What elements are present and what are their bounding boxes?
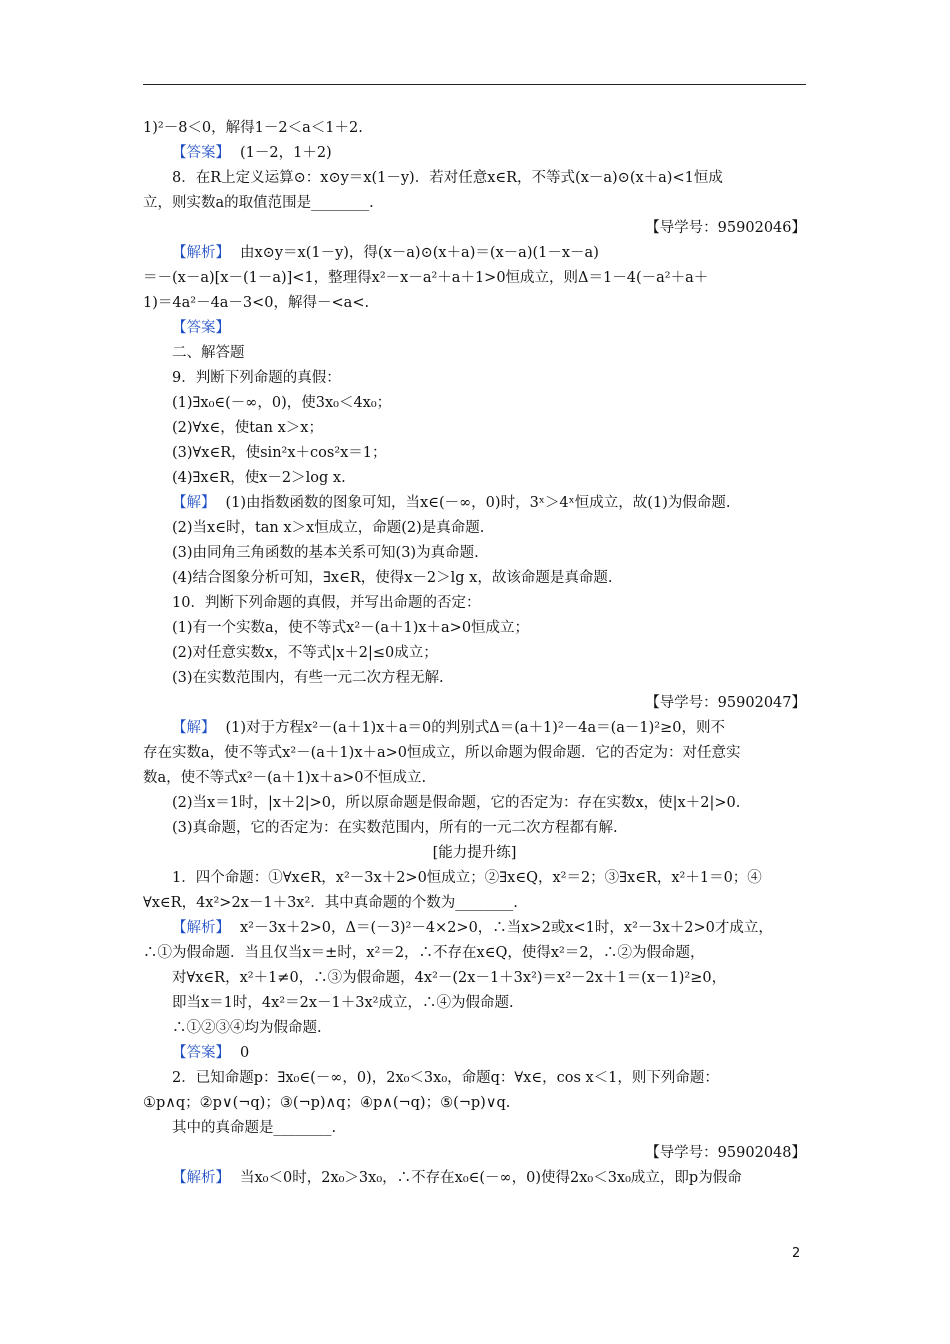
analysis-line [143,1166,806,1191]
solution-line [143,491,806,516]
solution-text: (1)对于方程x²－(a＋1)x＋a＝0的判别式Δ＝(a＋1)²－4a＝(a－1)²≥0，则不 [225,720,725,736]
question-line: 10．判断下列命题的真假，并写出命题的否定： [172,595,481,611]
solution-text: (1)由指数函数的图象可知，当x∈(－∞，0)时，3ˣ＞4ˣ恒成立，故(1)为假命题. [225,495,731,511]
analysis-line [143,241,806,266]
text-line: 1)²－8＜0，解得1－2＜a＜1＋2. [143,120,363,136]
text-line: (3)真命题，它的否定为：在实数范围内，所有的一元二次方程都有解. [172,820,618,836]
guide-number: 【导学号：95902047】 [645,695,806,711]
answer-tag: 【答案】 [172,145,230,161]
text-line: 立，则实数a的取值范围是________. [143,195,374,211]
text-line: ∀x∈R，4x²>2x－1＋3x²．其中真命题的个数为________. [143,895,518,911]
analysis-line [143,916,806,941]
analysis-text: 当x₀＜0时，2x₀＞3x₀，∴不存在x₀∈(－∞，0)使得2x₀＜3x₀成立，即p为假命 [240,1170,742,1186]
text-line: 对∀x∈R，x²＋1≠0，∴③为假命题，4x²－(2x－1＋3x²)＝x²－2x＋1＝(x－1)²≥0， [172,970,727,986]
text-line: (1)∃x₀∈(－∞，0)，使3x₀＜4x₀； [172,395,392,411]
text-line: ①p∧q；②p∨(¬q)；③(¬p)∧q；④p∧(¬q)；⑤(¬p)∨q. [143,1095,511,1111]
text-line: ∴①为假命题．当且仅当x＝±时，x²＝2，∴不存在x∈Q，使得x²＝2，∴②为假命题， [143,945,705,961]
answer-tag: 【答案】 [172,320,230,336]
document-body [143,116,806,1191]
question-line: 9．判断下列命题的真假： [172,370,341,386]
text-line: ＝－(x－a)[x－(1－a)]<1，整理得x²－x－a²＋a＋1>0恒成立，则Δ＝1－4(－a²＋a＋ [143,270,709,286]
analysis-text: 由x⊙y＝x(1－y)，得(x－a)⊙(x＋a)＝(x－a)(1－x－a) [240,245,599,261]
analysis-tag: 【解析】 [172,920,230,936]
solution-tag: 【解】 [172,495,216,511]
guide-number: 【导学号：95902048】 [645,1145,806,1161]
question-line: 2．已知命题p：∃x₀∈(－∞，0)，2x₀＜3x₀，命题q：∀x∈，cos x＜1，则下列命题： [172,1070,719,1086]
text-line: ∴①②③④均为假命题. [172,1020,322,1036]
header-rule [143,84,806,85]
question-line: 1．四个命题：①∀x∈R，x²－3x＋2>0恒成立；②∃x∈Q，x²＝2；③∃x∈R，x²＋1＝0；④ [172,870,762,886]
solution-line [143,716,806,741]
analysis-tag: 【解析】 [172,245,230,261]
solution-tag: 【解】 [172,720,216,736]
text-line: (2)当x∈时，tan x＞x恒成立，命题(2)是真命题. [172,520,485,536]
answer-line [143,1041,806,1066]
text-line: (3)在实数范围内，有些一元二次方程无解. [172,670,444,686]
text-line: 即当x＝1时，4x²＝2x－1＋3x²成立，∴④为假命题. [172,995,514,1011]
text-line: (1)有一个实数a，使不等式x²－(a＋1)x＋a>0恒成立； [172,620,530,636]
analysis-tag: 【解析】 [172,1170,230,1186]
answer-line [143,316,806,341]
text-line: (4)∃x∈R，使x－2＞log x. [172,470,346,486]
guide-number: 【导学号：95902046】 [645,220,806,236]
text-line: 1)＝4a²－4a－3<0，解得－<a<. [143,295,370,311]
answer-tag: 【答案】 [172,1045,230,1061]
text-line: (3)由同角三角函数的基本关系可知(3)为真命题. [172,545,479,561]
page-number: 2 [792,1246,801,1261]
text-line: 数a，使不等式x²－(a＋1)x＋a>0不恒成立. [143,770,427,786]
text-line: 存在实数a，使不等式x²－(a＋1)x＋a>0恒成立，所以命题为假命题．它的否定为：对任意实 [143,745,741,761]
text-line: (2)当x＝1时，|x＋2|>0，所以原命题是假命题，它的否定为：存在实数x，使|x＋2|>0. [172,795,741,811]
text-line: (3)∀x∈R，使sin²x＋cos²x＝1； [172,445,387,461]
answer-line [143,141,806,166]
section-heading: [能力提升练] [432,845,517,861]
answer-text: (1－2，1＋2) [240,145,332,161]
question-line: 8．在R上定义运算⊙：x⊙y＝x(1－y)．若对任意x∈R，不等式(x－a)⊙(x＋a)<1恒成 [172,170,723,186]
text-line: (2)对任意实数x，不等式|x＋2|≤0成立； [172,645,438,661]
answer-text: 0 [240,1045,250,1061]
text-line: (2)∀x∈，使tan x＞x； [172,420,323,436]
section-heading: 二、解答题 [172,345,245,361]
text-line: 其中的真命题是________. [172,1120,337,1136]
analysis-text: x²－3x＋2>0，Δ＝(－3)²－4×2>0，∴当x>2或x<1时，x²－3x＋2>0才成立， [240,920,773,936]
text-line: (4)结合图象分析可知，∃x∈R，使得x－2＞lg x，故该命题是真命题. [172,570,613,586]
